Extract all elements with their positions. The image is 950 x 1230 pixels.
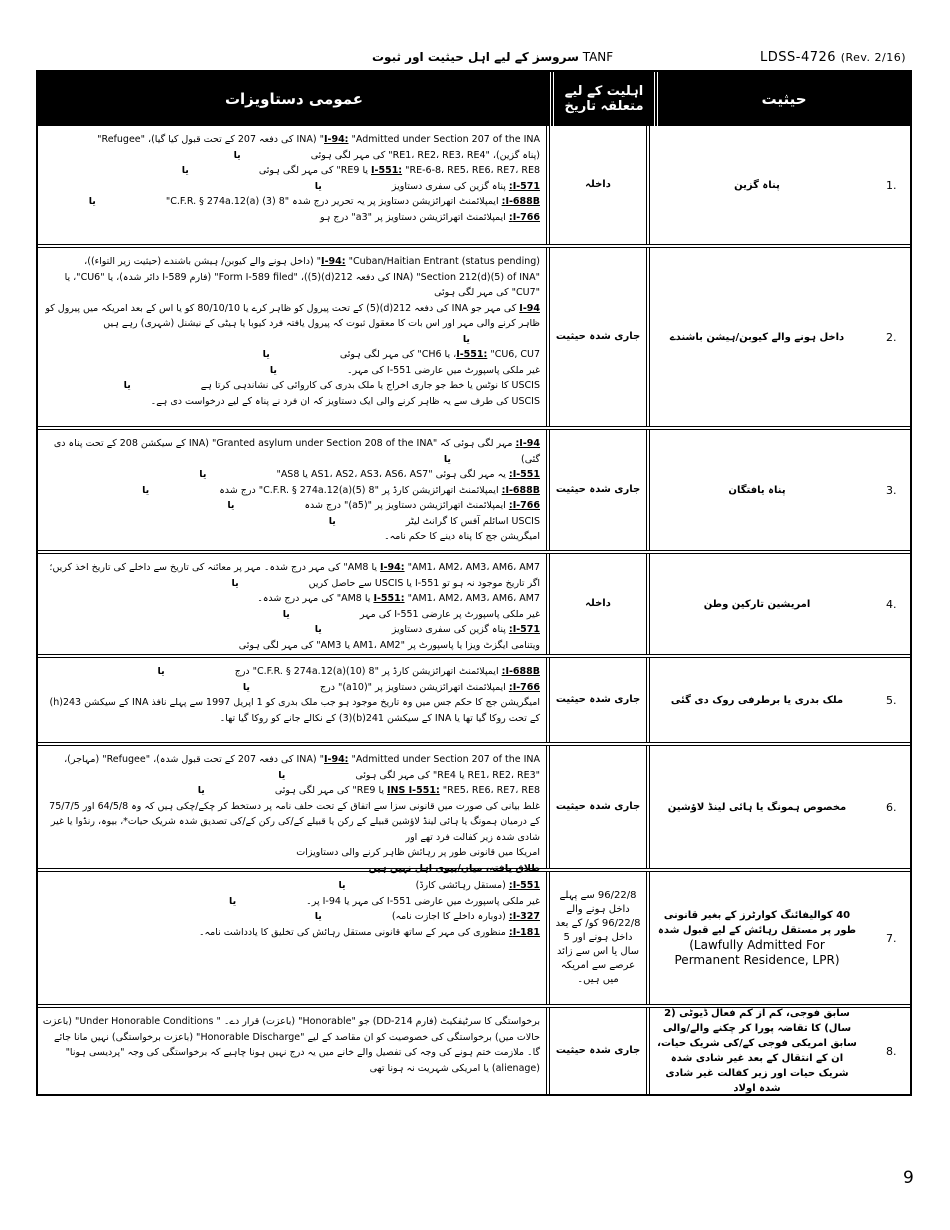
document-text: (مستقل رہائشی کارڈ) bbox=[415, 880, 506, 891]
document-line bbox=[42, 179, 540, 195]
col-header-documents: عمومی دستاویزات bbox=[38, 72, 554, 126]
document-text: ایمپلائمنٹ اتھرائزیشن کارڈ پر "8 C.F.R. § 274a.12(a)(10)" درج bbox=[234, 666, 499, 677]
table-row bbox=[38, 126, 910, 244]
page-number: 9 bbox=[903, 1168, 914, 1188]
or-word: یا bbox=[88, 196, 96, 207]
document-line bbox=[42, 894, 540, 910]
row-number: 6. bbox=[886, 800, 897, 814]
document-text: ویتنامی ایگزٹ ویزا یا پاسپورٹ پر "AM1، AM2 یا AM3" کی مہر لگی ہوئی bbox=[238, 639, 540, 651]
or-word: یا bbox=[282, 608, 290, 620]
status-cell bbox=[650, 554, 886, 654]
document-line bbox=[42, 591, 540, 607]
row-number: 4. bbox=[886, 597, 897, 611]
document-code: INS I-551: bbox=[387, 785, 440, 796]
document-code: I-94 bbox=[519, 302, 540, 314]
document-text: USCIS کی طرف سے یہ ظاہر کرنے والی ایک دستاویز کہ ان فرد نے پناہ کے لیے درخواست دی ہے۔ bbox=[150, 395, 540, 407]
or-word: یا bbox=[278, 769, 286, 781]
status-cell bbox=[650, 872, 886, 1004]
document-line bbox=[42, 664, 540, 680]
document-code: I-94: bbox=[515, 438, 540, 449]
document-text: ایمپلائمنٹ اتھرائزیشن دستاویز پر "a3" درج ہو bbox=[319, 211, 506, 223]
date-cell: جاری شدہ حیثیت bbox=[550, 1008, 650, 1094]
document-line bbox=[42, 483, 540, 499]
table-row bbox=[38, 654, 910, 742]
document-text: مہر لگی ہوئی کہ "Granted asylum under Section 208 of the INA" (INA کے سیکشن 208 کے تحت پناہ دی گئی) bbox=[53, 438, 540, 465]
status-cell bbox=[650, 746, 886, 868]
document-text: پناہ گزین کی سفری دستاویز bbox=[391, 180, 506, 192]
document-code: I-181: bbox=[508, 926, 540, 938]
eligibility-table bbox=[36, 70, 912, 1096]
or-word: یا bbox=[314, 624, 322, 635]
document-text: "AM1، AM2، AM3، AM6، AM7 یا AM8" کی مہر درج شدہ۔ bbox=[257, 593, 540, 604]
date-cell: جاری شدہ حیثیت bbox=[550, 658, 650, 742]
document-line bbox=[42, 622, 540, 638]
document-code: I-766: bbox=[508, 681, 540, 693]
document-text: برخواستگی کا سرٹیفکیٹ (فارم DD-214) جو "Honorable" (باعزت) قرار دے۔ " Under Honorable Conditions" (باعزت حالات میں) برخواستگی کی خصوصیت کو ان مقاصد کے لیے "Honorable Discharge" (باعزت برخواستگی) نہیں مانا جائے گا۔ ملازمت ختم ہونے کی وجہ کی تفصیل والے خانے میں یہ درج نہیں ہونا چاہیے کہ برخواستگی کی وجہ "پردیسی ہونا" (alienage) یا امریکی شہریت نہ ہونا تھی bbox=[42, 1016, 540, 1074]
document-line bbox=[42, 909, 540, 925]
document-text: غیر ملکی پاسپورٹ میں عارضی I-551 کی مہر یا I-94 پر۔ bbox=[306, 895, 540, 907]
status-label: پناہ گزین bbox=[734, 179, 780, 191]
document-line bbox=[42, 680, 540, 696]
document-code: I-551: bbox=[373, 593, 405, 604]
document-text: "Cuban/Haitian Entrant (status pending)" (داخل ہونے والے کیوبن/ ہیشن باشندے (حیثیت زیر التواء))، "Section 212(d)(5) of INA" (INA کی دفعہ 212(d)(5))، "Form I-589 filed" (فارم I-589 دائر شدہ)، یا "CU6"، یا "CU7" کی مہر لگی ہوئی bbox=[64, 256, 540, 298]
row-number: 1. bbox=[886, 178, 897, 192]
form-id: LDSS-4726 (Rev. 2/16) bbox=[760, 50, 907, 65]
document-line bbox=[42, 467, 540, 483]
document-code: I-688B: bbox=[501, 196, 540, 207]
document-line bbox=[42, 210, 540, 226]
document-text: "Admitted under Section 207 of the INA" (INA کی دفعہ 207 کے تحت قبول کیا گیا)، "Refugee" bbox=[97, 134, 540, 145]
date-cell: داخلہ bbox=[550, 126, 650, 244]
document-text: کی مہر جو INA کی دفعہ 212(d)(5) کے تحت پیرول کو ظاہر کرے یا 80/10/10 کو یا اس کے بعد امریکہ میں پیرول کو ظاہر کرنے والی مہر اور اس بات کا معقول ثبوت کہ پیرول یافتہ فرد کیوبا یا ہیٹی کے نیشنل (شہری) رہے ہیں bbox=[45, 302, 540, 329]
or-word: یا bbox=[242, 681, 250, 693]
document-code: I-766: bbox=[508, 500, 540, 511]
document-code: I-94: bbox=[321, 256, 346, 267]
row-number: 8. bbox=[886, 1044, 897, 1058]
row-number: 2. bbox=[886, 330, 897, 344]
document-line bbox=[42, 254, 540, 301]
date-cell: جاری شدہ حیثیت bbox=[550, 746, 650, 868]
document-text: (پناہ گزین)، "RE1، RE2، RE3، RE4" کی مہر لگی ہوئی bbox=[310, 149, 540, 161]
document-line bbox=[42, 514, 540, 530]
table-row bbox=[38, 742, 910, 874]
document-text: USCIS کا نوٹس یا خط جو جاری اخراج یا ملک بدری کی کاروائی کی نشاندہی کرتا ہے bbox=[200, 380, 540, 391]
documents-cell bbox=[38, 126, 550, 244]
or-word: یا bbox=[181, 165, 189, 176]
table-row bbox=[38, 550, 910, 654]
document-code: I-688B: bbox=[501, 484, 540, 496]
document-text: پناہ گزین کی سفری دستاویز bbox=[391, 624, 506, 635]
or-word: یا bbox=[338, 880, 346, 891]
or-word: یا bbox=[443, 453, 451, 465]
table-header bbox=[38, 72, 910, 126]
document-text: غیر ملکی پاسپورٹ پر عارضی I-551 کی مہر bbox=[359, 608, 540, 620]
document-line bbox=[42, 607, 540, 623]
document-text: ایمپلائمنٹ اتھرائزیشن کارڈ پر "8 C.F.R. § 274a.12(a)(5)" درج شدہ bbox=[219, 484, 499, 496]
or-word: یا bbox=[262, 349, 270, 360]
or-word: یا bbox=[123, 380, 131, 391]
or-word: یا bbox=[314, 180, 322, 192]
document-line bbox=[42, 695, 540, 726]
document-line bbox=[42, 752, 540, 783]
table-row bbox=[38, 244, 910, 426]
document-code: I-551: bbox=[371, 165, 403, 176]
status-label: 40 کوالیفائنگ کوارٹرز کے بغیر قانونی طور پر مستقل رہائش کے لیے قبول شدہ bbox=[657, 910, 857, 936]
document-text: "RE5، RE6، RE7، RE8 یا RE9" کی مہر لگی ہوئی bbox=[274, 785, 540, 796]
document-text: "CU6, CU7، یا CH6" کی مہر لگی ہوئی bbox=[339, 349, 540, 360]
document-text: یہ مہر لگی ہوئی "AS1، AS2، AS3، AS6، AS7 یا AS8" bbox=[276, 469, 506, 480]
status-label: داخل ہونے والے کیوبن/ہیشن باشندے bbox=[669, 331, 845, 343]
document-line bbox=[42, 194, 540, 210]
document-text: (دوبارہ داخلے کا اجازت نامہ) bbox=[391, 911, 506, 922]
document-line bbox=[42, 163, 540, 179]
status-cell bbox=[650, 1008, 886, 1094]
status-label: ملک بدری یا برطرفی روک دی گئی bbox=[670, 694, 844, 706]
document-line bbox=[42, 378, 540, 394]
document-line bbox=[42, 347, 540, 363]
table-row bbox=[38, 868, 910, 1004]
document-code: I-94: bbox=[380, 562, 405, 573]
or-word: یا bbox=[197, 785, 205, 796]
document-code: I-94: bbox=[323, 134, 349, 145]
table-row bbox=[38, 426, 910, 550]
status-label: سابق فوجی، کم از کم فعال ڈیوٹی (2 سال) کا تقاضہ پورا کر چکنے والے/والی سابق امریکی فوجی کے/کی شریک حیات، ان کے انتقال کے بعد غیر شادی شدہ شریک حیات اور زیر کفالت غیر شادی شدہ اولاد bbox=[657, 1008, 857, 1094]
document-line bbox=[42, 132, 540, 148]
date-cell: 96/22/8 سے پہلے داخل ہونے والے 96/22/8 کو/ کے بعد داخل ہونے اور 5 سال یا اس سے زائد عرصے سے امریکہ میں ہیں۔ bbox=[550, 872, 650, 1004]
status-label: پناہ یافتگان bbox=[728, 484, 786, 496]
status-label: مخصوص ہمونگ یا ہائی لینڈ لاؤشین bbox=[667, 801, 847, 813]
table-row bbox=[38, 1004, 910, 1094]
document-text: غیر ملکی پاسپورٹ میں عارضی I-551 کی مہر۔ bbox=[346, 364, 540, 376]
document-code: I-571: bbox=[508, 180, 540, 192]
date-cell: داخلہ bbox=[550, 554, 650, 654]
document-code: I-571: bbox=[508, 624, 540, 635]
document-line bbox=[42, 560, 540, 591]
documents-cell bbox=[38, 554, 550, 654]
document-code: I-551: bbox=[456, 349, 488, 360]
document-text: ایمپلائمنٹ اتھرائزیشن دستاویز پر "(a5)" درج شدہ bbox=[304, 500, 506, 511]
table-body bbox=[38, 126, 910, 1094]
document-text: "RE-6-8، RE5، RE6، RE7، RE8 یا RE9" کی مہر لگی ہوئی bbox=[258, 165, 540, 176]
or-word: یا bbox=[462, 333, 470, 345]
document-line bbox=[42, 148, 540, 164]
or-word: یا bbox=[233, 149, 241, 161]
document-code: I-94: bbox=[323, 754, 349, 765]
status-cell bbox=[650, 658, 886, 742]
document-line bbox=[42, 1014, 540, 1076]
or-word: یا bbox=[227, 500, 235, 511]
document-line bbox=[42, 363, 540, 379]
or-word: یا bbox=[199, 469, 207, 480]
documents-cell bbox=[38, 1008, 550, 1094]
document-text: طلاق یافتہ، میاں/بیوی اہل نہیں ہیں bbox=[368, 862, 540, 874]
document-text: USCIS اسائلم آفس کا گرانٹ لیٹر bbox=[405, 515, 540, 527]
document-text: "AM1، AM2، AM3، AM6، AM7 یا AM8" کی مہر درج شدہ۔ مہر پر معائنہ کی تاریخ سے داخلے کی تاریخ اخذ کریں؛ اگر تاریخ موجود نہ ہو تو I-551 یا USCIS سے حاصل کریں bbox=[49, 562, 540, 589]
document-text: امریکا میں قانونی طور پر رہائش ظاہر کرنے والی دستاویزات bbox=[296, 847, 540, 858]
document-line bbox=[42, 529, 540, 545]
document-code: I-688B: bbox=[501, 666, 540, 677]
document-line bbox=[42, 845, 540, 861]
status-label: امریشین تارکین وطن bbox=[703, 598, 811, 610]
status-cell bbox=[650, 126, 886, 244]
document-text: منظوری کی مہر کے ساتھ قانونی مستقل رہائش کی تخلیق کا یادداشت نامہ۔ bbox=[198, 926, 506, 938]
document-text: ایمپلائمنٹ اتھرائزیشن دستاویز پر "(a10)" درج bbox=[319, 681, 506, 693]
status-label-english: (Lawfully Admitted For Permanent Residence, LPR) bbox=[674, 938, 840, 967]
document-line bbox=[42, 783, 540, 799]
or-word: یا bbox=[142, 484, 150, 496]
document-code: I-766: bbox=[508, 211, 540, 223]
documents-cell bbox=[38, 658, 550, 742]
documents-cell bbox=[38, 746, 550, 874]
document-text: ایمپلائمنٹ اتھرائزیشن دستاویز پر یہ تحریر درج شدہ "8 C.F.R. § 274a.12(a) (3)" bbox=[165, 196, 499, 207]
or-word: یا bbox=[314, 911, 322, 922]
documents-cell bbox=[38, 248, 550, 426]
date-cell: جاری شدہ حیثیت bbox=[550, 430, 650, 550]
or-word: یا bbox=[231, 577, 239, 589]
document-line bbox=[42, 394, 540, 410]
col-header-date: اہلیت کے لیے متعلقہ تاریخ bbox=[554, 72, 658, 126]
document-line bbox=[42, 301, 540, 348]
status-cell bbox=[650, 430, 886, 550]
document-text: امیگریشن جج کا پناہ دینے کا حکم نامہ۔ bbox=[384, 531, 540, 542]
date-cell: جاری شدہ حیثیت bbox=[550, 248, 650, 426]
or-word: یا bbox=[157, 666, 165, 677]
or-word: یا bbox=[229, 895, 237, 907]
document-code: I-327: bbox=[508, 911, 540, 922]
document-code: I-551: bbox=[508, 880, 540, 891]
document-text: غلط بیانی کی صورت میں قانونی سزا سے اتفاق کے تحت حلف نامہ پر دستخط کر چکے/چکی ہیں کہ وہ 64/5/8 اور 75/7/5 کے درمیان ہمونگ یا ہائی لینڈ لاؤشین قبیلے کے رکن یا قبیلے کے/کی رکن کے/کی تصدیق شدہ شریک حیات*، بیوہ، رنڈوا یا غیر شادی شدہ زیر کفالت فرد تھے اور bbox=[49, 800, 540, 843]
row-number: 5. bbox=[886, 693, 897, 707]
documents-cell bbox=[38, 430, 550, 550]
document-line bbox=[42, 925, 540, 941]
document-text: امیگریشن جج کا حکم جس میں وہ تاریخ موجود ہو جب ملک بدری کو 1 اپریل 1997 سے پہلے نافذ INA کے سیکشن 243(h) کے تحت روکا گیا تھا یا INA کے سیکشن 241(b)(3) کے نکالے جانے کو روکا گیا تھا۔ bbox=[49, 697, 540, 724]
row-number: 7. bbox=[886, 931, 897, 945]
document-line bbox=[42, 878, 540, 894]
document-code: I-551: bbox=[508, 469, 540, 480]
form-title: TANF سروسز کے لیے اہل حیثیت اور ثبوت bbox=[372, 50, 614, 64]
documents-cell bbox=[38, 872, 550, 1004]
document-line bbox=[42, 498, 540, 514]
document-line bbox=[42, 799, 540, 846]
status-cell bbox=[650, 248, 886, 426]
col-header-status: حیثیت bbox=[761, 90, 807, 108]
document-text: "Admitted under Section 207 of the INA" (INA کی دفعہ 207 کے تحت قبول شدہ)، "Refugee" (مہاجر)، "RE1، RE2، RE3 یا RE4" کی مہر لگی ہوئی bbox=[64, 754, 540, 781]
row-number: 3. bbox=[886, 483, 897, 497]
or-word: یا bbox=[269, 364, 277, 376]
or-word: یا bbox=[328, 515, 336, 527]
document-line bbox=[42, 638, 540, 654]
document-line bbox=[42, 436, 540, 467]
